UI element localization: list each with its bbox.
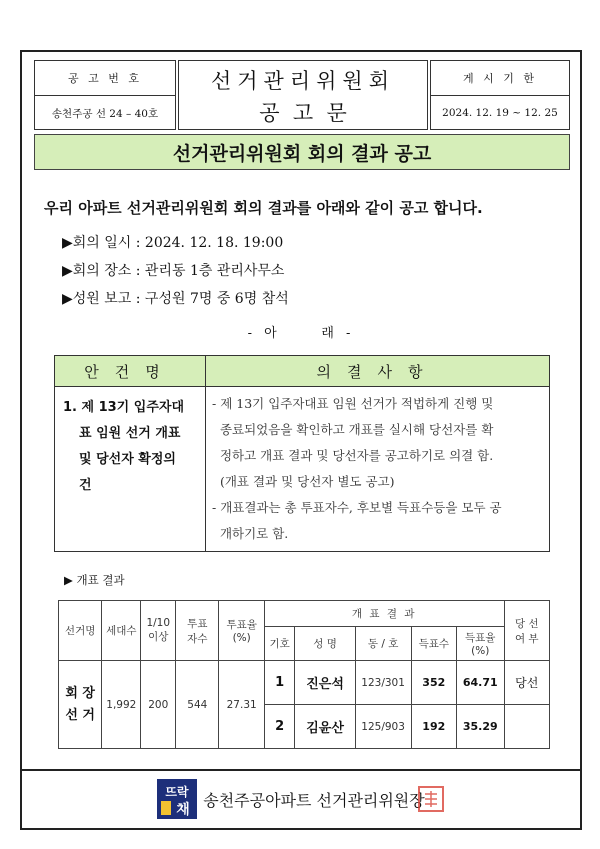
agenda-header-result: 의결사항 <box>206 356 550 387</box>
agenda-table <box>54 355 550 552</box>
logo-icon <box>157 779 197 819</box>
apartment-logo <box>157 779 197 819</box>
vote-results-table <box>58 600 550 749</box>
section-heading: - 아 래 - <box>247 326 355 341</box>
agenda-header-item: 안건명 <box>55 356 206 387</box>
notice-number-label: 공 고 번 호 <box>35 61 175 96</box>
header-name: 성 명 <box>295 627 355 661</box>
notice-number: 송천주공 선 24 – 40호 <box>51 107 159 120</box>
notice-number-box <box>34 60 176 130</box>
header-rate-line: 득표율 <box>465 632 496 644</box>
header-elected-line: 여 부 <box>514 632 539 645</box>
posting-period-box <box>430 60 570 130</box>
posting-period-label: 게 시 기 한 <box>431 61 569 96</box>
candidate-no: 1 <box>264 661 295 705</box>
header-elected <box>504 601 550 661</box>
header-tenth-line: 이상 <box>148 631 169 643</box>
header-elected-line: 당 선 <box>514 617 539 630</box>
header-election: 선거명 <box>59 601 102 661</box>
intro-text: 우리 아파트 선거관리위원회 회의 결과를 아래와 같이 공고 합니다. <box>44 199 483 217</box>
candidate-unit: 125/903 <box>355 705 411 749</box>
candidate-no: 2 <box>264 705 295 749</box>
agenda-resolution <box>206 387 550 552</box>
resolution-line: (개표 결과 및 당선자 별도 공고) <box>212 474 395 489</box>
header-turnout <box>219 601 264 661</box>
election-name <box>59 661 102 749</box>
turnout-value: 27.31 <box>219 661 264 749</box>
header-voters <box>176 601 219 661</box>
households-value: 1,992 <box>102 661 141 749</box>
election-name-line: 선 거 <box>65 707 95 723</box>
posting-period: 2024. 12. 19 ~ 12. 25 <box>442 107 558 119</box>
page-title: 선거관리위원회 회의 결과 공고 <box>34 134 570 170</box>
table-row <box>59 661 550 705</box>
agenda-item-line: 및 당선자 확정의 <box>79 452 176 467</box>
header-tenth-line: 1/10 <box>146 617 171 629</box>
header-turnout-line: 투표율 <box>226 619 257 631</box>
meeting-date: ▶회의 일시 : 2024. 12. 18. 19:00 <box>62 235 284 251</box>
header-rate-line: (%) <box>471 645 490 657</box>
header-voters-line: 투표 <box>187 617 208 630</box>
agenda-item-line: 1. 제 13기 입주자대 <box>63 400 185 415</box>
notice-page <box>20 50 582 830</box>
header-turnout-line: (%) <box>232 632 251 644</box>
header-no: 기호 <box>264 627 295 661</box>
logo-text-top: 뜨락 <box>165 785 189 799</box>
header-rate <box>456 627 504 661</box>
resolution-line: 정하고 개표 결과 및 당선자를 공고하기로 의결 함. <box>212 448 494 463</box>
election-name-line: 회 장 <box>65 685 95 701</box>
header-households: 세대수 <box>102 601 141 661</box>
footer-signature: 송천주공아파트 선거관리위원장 <box>203 790 425 810</box>
header-votes: 득표수 <box>411 627 456 661</box>
candidate-name: 김윤산 <box>295 705 355 749</box>
candidate-name: 진은석 <box>295 661 355 705</box>
results-label: ▶ 개표 결과 <box>64 573 125 587</box>
voters-value: 544 <box>176 661 219 749</box>
candidate-elected <box>504 705 550 749</box>
candidate-elected: 당선 <box>504 661 550 705</box>
header-voters-line: 자수 <box>187 632 208 645</box>
resolution-line: - 제 13기 입주자대표 임원 선거가 적법하게 진행 및 <box>212 396 494 411</box>
tenth-value: 200 <box>141 661 176 749</box>
header-unit: 동 / 호 <box>355 627 411 661</box>
agenda-item-line: 표 임원 선거 개표 <box>79 426 181 441</box>
candidate-votes: 192 <box>411 705 456 749</box>
footer <box>22 769 580 827</box>
candidate-rate: 35.29 <box>456 705 504 749</box>
candidate-unit: 123/301 <box>355 661 411 705</box>
candidate-votes: 352 <box>411 661 456 705</box>
resolution-line: - 개표결과는 총 투표자수, 후보별 득표수등을 모두 공 <box>212 500 502 515</box>
quorum-report: ▶성원 보고 : 구성원 7명 중 6명 참석 <box>62 291 289 307</box>
notice-header <box>34 60 570 130</box>
meeting-place: ▶회의 장소 : 관리동 1층 관리사무소 <box>62 263 285 279</box>
doc-title: 공 고 문 <box>259 101 347 125</box>
resolution-line: 개하기로 함. <box>212 526 289 541</box>
agenda-item-line: 건 <box>79 478 92 493</box>
candidate-rate: 64.71 <box>456 661 504 705</box>
org-title: 선거관리위원회 <box>210 69 395 93</box>
seal-stamp-icon <box>417 785 445 813</box>
logo-text-bottom: 채 <box>176 802 191 818</box>
header-count: 개 표 결 과 <box>264 601 504 627</box>
agenda-item <box>55 387 206 552</box>
header-tenth <box>141 601 176 661</box>
resolution-line: 종료되었음을 확인하고 개표를 실시해 당선자를 확 <box>212 422 494 437</box>
title-box <box>178 60 428 130</box>
